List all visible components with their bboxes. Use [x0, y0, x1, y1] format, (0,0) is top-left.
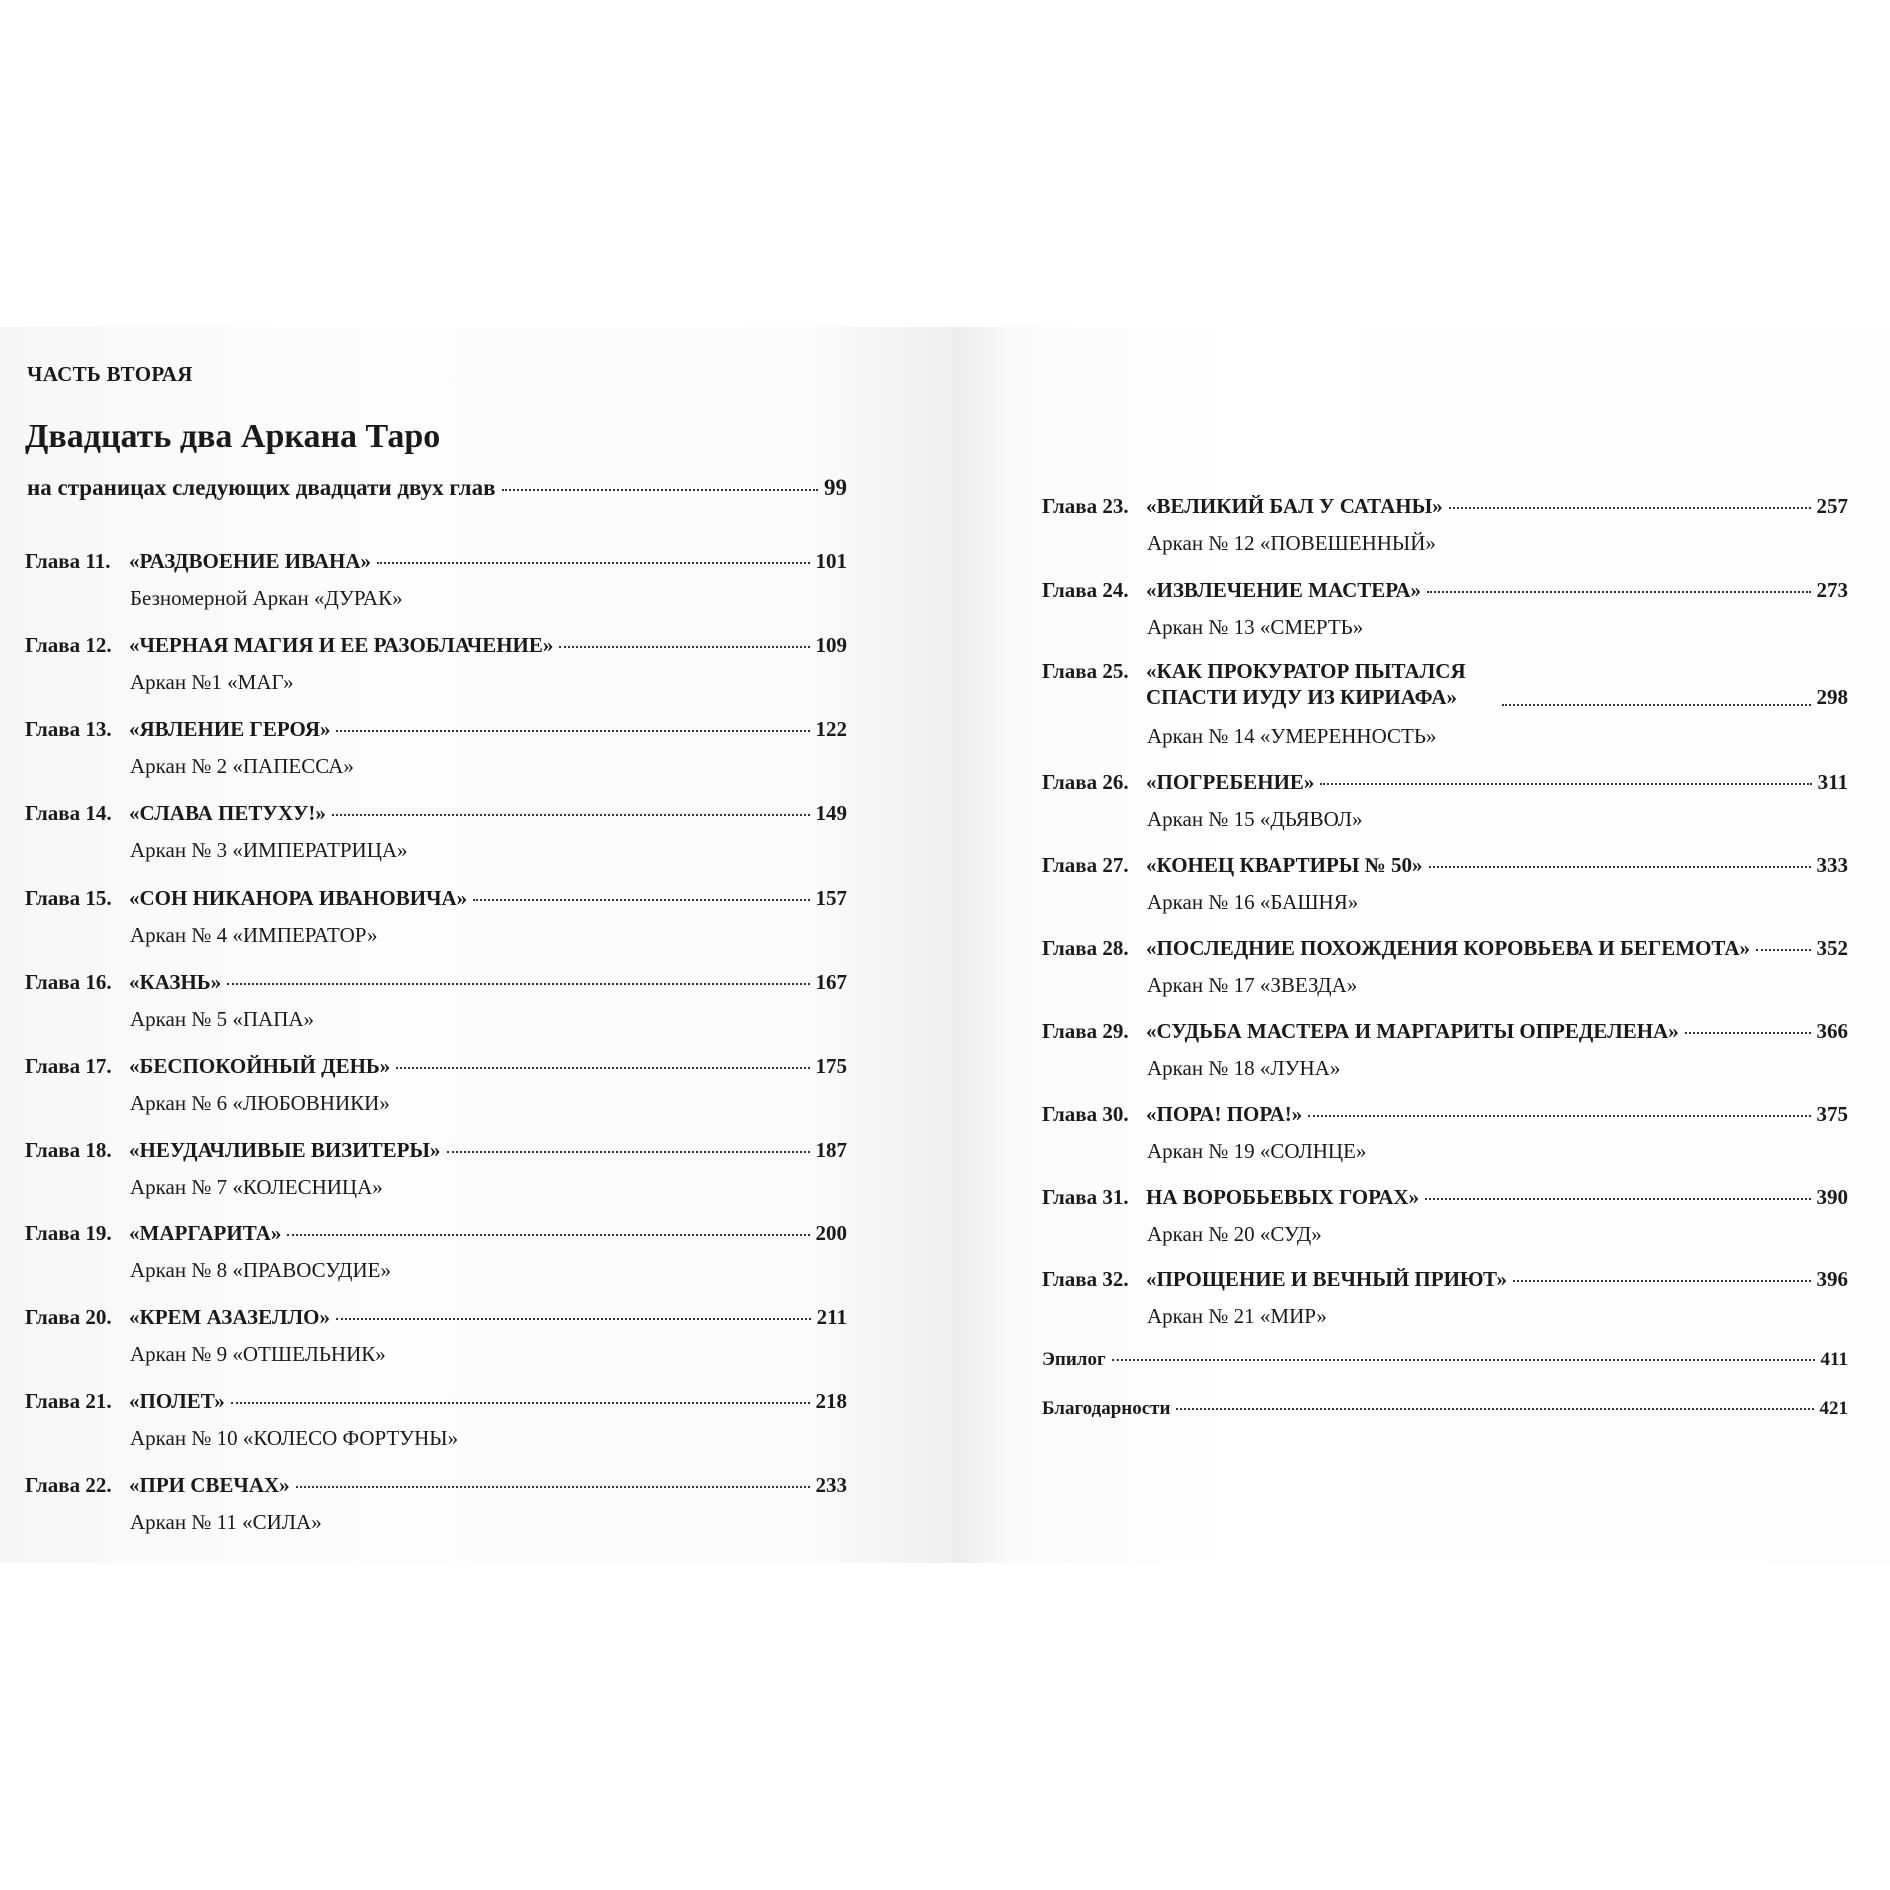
chapter-number: Глава 19.	[25, 1221, 112, 1245]
toc-leader	[473, 899, 809, 901]
toc-entry	[25, 1137, 847, 1163]
toc-leader	[287, 1234, 809, 1236]
chapter-number: Глава 20.	[25, 1305, 112, 1329]
toc-leader	[231, 1402, 810, 1404]
chapter-number: Глава 16.	[25, 970, 112, 994]
toc-leader	[559, 646, 809, 648]
chapter-number: Глава 17.	[25, 1054, 112, 1078]
chapter-title: «КРЕМ АЗАЗЕЛЛО»	[129, 1305, 330, 1329]
toc-leader	[227, 983, 809, 985]
toc-entry	[25, 800, 847, 826]
page-number: 390	[1816, 1185, 1848, 1209]
page-number: 175	[815, 1054, 847, 1078]
chapter-number: Глава 29.	[1042, 1019, 1129, 1043]
toc-entry	[25, 1220, 847, 1246]
chapter-title: «ПОЛЕТ»	[129, 1389, 225, 1413]
chapter-title: «БЕСПОКОЙНЫЙ ДЕНЬ»	[129, 1054, 391, 1078]
part-title: Двадцать два Аркана Таро	[25, 418, 441, 455]
back-matter-title: Благодарности	[1042, 1398, 1171, 1419]
chapter-title: «РАЗДВОЕНИЕ ИВАНА»	[129, 549, 371, 573]
toc-leader	[1502, 704, 1811, 706]
toc-leader	[396, 1067, 809, 1069]
chapter-number: Глава 11.	[25, 549, 111, 573]
page-number: 298	[1816, 685, 1848, 709]
toc-entry	[1042, 1018, 1848, 1044]
toc-entry	[1042, 577, 1848, 603]
chapter-number: Глава 21.	[25, 1389, 112, 1413]
chapter-title: «ВЕЛИКИЙ БАЛ У САТАНЫ»	[1146, 494, 1443, 518]
chapter-title: «ЯВЛЕНИЕ ГЕРОЯ»	[129, 717, 331, 741]
toc-entry	[1042, 1266, 1848, 1292]
arcana-line: Аркан № 8 «ПРАВОСУДИЕ»	[130, 1258, 391, 1282]
part-intro-text: на страницах следующих двадцати двух глав	[27, 475, 496, 500]
arcana-line: Аркан № 21 «МИР»	[1147, 1304, 1327, 1328]
page-number: 101	[815, 549, 847, 573]
chapter-number: Глава 22.	[25, 1473, 112, 1497]
page-number: 257	[1816, 494, 1848, 518]
chapter-title: «ЧЕРНАЯ МАГИЯ И ЕЕ РАЗОБЛАЧЕНИЕ»	[129, 633, 554, 657]
chapter-number: Глава 26.	[1042, 770, 1129, 794]
toc-entry	[1042, 493, 1848, 519]
toc-leader	[1685, 1032, 1811, 1034]
chapter-number: Глава 28.	[1042, 936, 1129, 960]
chapter-title: НА ВОРОБЬЕВЫХ ГОРАХ»	[1146, 1185, 1420, 1209]
chapter-number: Глава 12.	[25, 633, 112, 657]
arcana-line: Аркан № 13 «СМЕРТЬ»	[1147, 615, 1364, 639]
page-number: 333	[1816, 853, 1848, 877]
toc-entry	[25, 1472, 847, 1498]
chapter-title: «ПОСЛЕДНИЕ ПОХОЖДЕНИЯ КОРОВЬЕВА И БЕГЕМОТА»	[1146, 936, 1751, 960]
toc-leader	[377, 562, 810, 564]
toc-entry	[25, 969, 847, 995]
page-number: 311	[1817, 770, 1848, 794]
toc-leader	[1427, 591, 1810, 593]
chapter-number: Глава 24.	[1042, 578, 1129, 602]
chapter-number: Глава 27.	[1042, 853, 1129, 877]
page-number: 187	[815, 1138, 847, 1162]
arcana-line: Безномерной Аркан «ДУРАК»	[130, 586, 403, 610]
part-intro-row	[27, 475, 847, 501]
chapter-number: Глава 14.	[25, 801, 112, 825]
part-label: ЧАСТЬ ВТОРАЯ	[27, 362, 193, 386]
page-number: 109	[815, 633, 847, 657]
chapter-title: «СУДЬБА МАСТЕРА И МАРГАРИТЫ ОПРЕДЕЛЕНА»	[1146, 1019, 1679, 1043]
arcana-line: Аркан № 11 «СИЛА»	[130, 1510, 322, 1534]
arcana-line: Аркан № 12 «ПОВЕШЕННЫЙ»	[1147, 531, 1436, 555]
chapter-title: «СОН НИКАНОРА ИВАНОВИЧА»	[129, 886, 468, 910]
toc-leader	[447, 1151, 810, 1153]
page-number: 233	[815, 1473, 847, 1497]
arcana-line: Аркан № 6 «ЛЮБОВНИКИ»	[130, 1091, 390, 1115]
arcana-line: Аркан № 5 «ПАПА»	[130, 1007, 315, 1031]
chapter-title: «ИЗВЛЕЧЕНИЕ МАСТЕРА»	[1146, 578, 1422, 602]
toc-leader	[1308, 1115, 1810, 1117]
chapter-number: Глава 31.	[1042, 1185, 1129, 1209]
arcana-line: Аркан № 4 «ИМПЕРАТОР»	[130, 923, 378, 947]
toc-leader	[336, 1318, 811, 1320]
toc-entry	[1042, 658, 1848, 710]
chapter-title: «МАРГАРИТА»	[129, 1221, 282, 1245]
chapter-number: Глава 30.	[1042, 1102, 1129, 1126]
arcana-line: Аркан № 3 «ИМПЕРАТРИЦА»	[130, 838, 408, 862]
arcana-line: Аркан № 16 «БАШНЯ»	[1147, 890, 1359, 914]
toc-entry	[25, 548, 847, 574]
toc-entry	[25, 1388, 847, 1414]
chapter-title: «КАК ПРОКУРАТОР ПЫТАЛСЯ СПАСТИ ИУДУ ИЗ КИРИАФА»	[1146, 659, 1466, 709]
toc-entry	[1042, 852, 1848, 878]
back-matter-title: Эпилог	[1042, 1349, 1106, 1370]
page-number: 352	[1816, 936, 1848, 960]
page-number: 375	[1816, 1102, 1848, 1126]
page-number: 157	[815, 886, 847, 910]
chapter-number: Глава 23.	[1042, 494, 1129, 518]
chapter-title: «КАЗНЬ»	[129, 970, 222, 994]
toc-leader	[502, 489, 818, 491]
toc-leader	[1449, 507, 1811, 509]
arcana-line: Аркан № 19 «СОЛНЦЕ»	[1147, 1139, 1367, 1163]
toc-entry	[1042, 1184, 1848, 1210]
toc-leader	[296, 1486, 810, 1488]
chapter-title: «ПРОЩЕНИЕ И ВЕЧНЫЙ ПРИЮТ»	[1146, 1267, 1507, 1291]
arcana-line: Аркан № 17 «ЗВЕЗДА»	[1147, 973, 1358, 997]
arcana-line: Аркан № 7 «КОЛЕСНИЦА»	[130, 1175, 383, 1199]
page-number: 167	[815, 970, 847, 994]
arcana-line: Аркан № 14 «УМЕРЕННОСТЬ»	[1147, 724, 1437, 748]
toc-entry-epilogue	[1042, 1347, 1848, 1373]
arcana-line: Аркан № 10 «КОЛЕСО ФОРТУНЫ»	[130, 1426, 459, 1450]
arcana-line: Аркан № 9 «ОТШЕЛЬНИК»	[130, 1342, 386, 1366]
toc-leader	[1513, 1280, 1811, 1282]
page-number: 200	[815, 1221, 847, 1245]
chapter-title: «ПРИ СВЕЧАХ»	[129, 1473, 290, 1497]
arcana-line: Аркан №1 «МАГ»	[130, 670, 294, 694]
chapter-number: Глава 25.	[1042, 659, 1129, 683]
chapter-title: «КОНЕЦ КВАРТИРЫ № 50»	[1146, 853, 1423, 877]
chapter-title: «ПОРА! ПОРА!»	[1146, 1102, 1303, 1126]
toc-leader	[332, 814, 810, 816]
page-number: 366	[1816, 1019, 1848, 1043]
page-number: 396	[1816, 1267, 1848, 1291]
arcana-line: Аркан № 20 «СУД»	[1147, 1222, 1322, 1246]
chapter-number: Глава 15.	[25, 886, 112, 910]
toc-leader	[1429, 866, 1811, 868]
page-number: 149	[815, 801, 847, 825]
toc-leader	[1112, 1359, 1815, 1361]
chapter-title: «СЛАВА ПЕТУХУ!»	[129, 801, 326, 825]
chapter-title: «ПОГРЕБЕНИЕ»	[1146, 770, 1315, 794]
toc-entry	[25, 1053, 847, 1079]
chapter-number: Глава 18.	[25, 1138, 112, 1162]
toc-leader	[1756, 949, 1810, 951]
page-number: 99	[824, 475, 847, 500]
page-number: 421	[1819, 1398, 1848, 1419]
toc-leader	[1176, 1408, 1813, 1410]
toc-leader	[1425, 1198, 1810, 1200]
toc-entry	[1042, 769, 1848, 795]
arcana-line: Аркан № 2 «ПАПЕССА»	[130, 754, 354, 778]
page-number: 411	[1820, 1349, 1848, 1370]
toc-leader	[336, 730, 809, 732]
toc-entry	[1042, 935, 1848, 961]
chapter-number: Глава 13.	[25, 717, 112, 741]
toc-entry	[25, 885, 847, 911]
toc-entry	[25, 632, 847, 658]
page-number: 273	[1816, 578, 1848, 602]
toc-entry-acknowledgements	[1042, 1396, 1848, 1422]
page-number: 211	[816, 1305, 847, 1329]
page-number: 122	[815, 717, 847, 741]
page-number: 218	[815, 1389, 847, 1413]
chapter-title: «НЕУДАЧЛИВЫЕ ВИЗИТЕРЫ»	[129, 1138, 441, 1162]
toc-leader	[1320, 783, 1811, 785]
arcana-line: Аркан № 18 «ЛУНА»	[1147, 1056, 1341, 1080]
arcana-line: Аркан № 15 «ДЬЯВОЛ»	[1147, 807, 1363, 831]
toc-entry	[1042, 1101, 1848, 1127]
toc-entry	[25, 716, 847, 742]
toc-entry	[25, 1304, 847, 1330]
chapter-number: Глава 32.	[1042, 1267, 1129, 1291]
